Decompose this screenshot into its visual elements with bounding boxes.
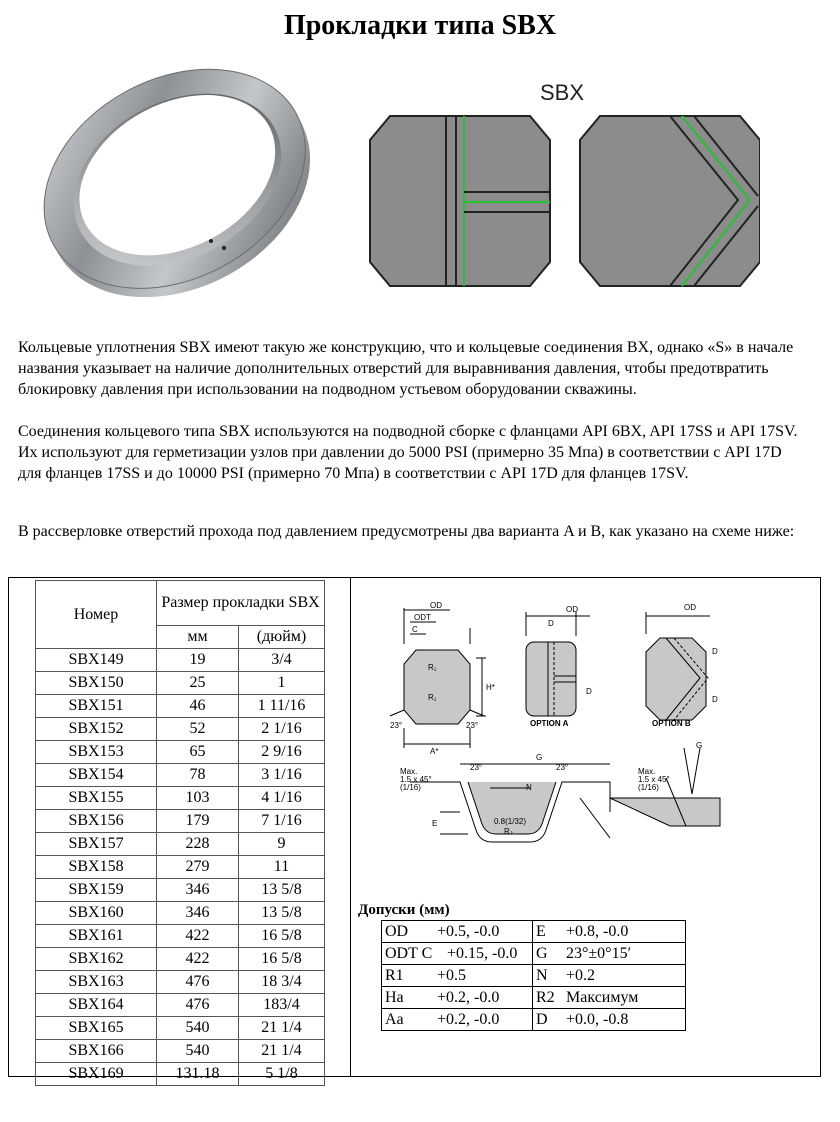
table-row [36,1017,325,1040]
sbx-cross-section-figure [360,72,760,302]
header-mm: мм [157,626,239,649]
svg-text:OD: OD [684,603,696,612]
row-mm: 476 [157,994,239,1017]
row-number: SBX157 [36,833,157,856]
tolerance-cell-right [533,965,686,987]
svg-text:OD: OD [430,601,442,610]
row-inch: 7 1/16 [239,810,325,833]
row-mm: 346 [157,879,239,902]
row-number: SBX153 [36,741,157,764]
svg-text:23°: 23° [470,763,483,772]
row-mm: 540 [157,1040,239,1063]
svg-text:Max.: Max. [400,767,418,776]
description-paragraph-1: Кольцевые уплотнения SBX имеют такую же конструкцию, что и кольцевые соединения BX, однако «S» в начале названия указывает на наличие дополнительных отверстий для выравнивания давления, чтобы предотвратить блокировку давления при использовании на подводном устьевом оборудовании скважины. [18,339,794,398]
row-inch: 1 [239,672,325,695]
table-row [36,672,325,695]
tolerance-value: +0.5, -0.0 [437,922,500,940]
svg-text:G: G [536,753,543,762]
sizes-table-body [36,649,325,1086]
svg-text:23°: 23° [466,721,479,730]
tolerance-value: 23°±0°15′ [566,944,632,962]
table-row [36,971,325,994]
row-mm: 346 [157,902,239,925]
row-inch: 21 1/4 [239,1040,325,1063]
svg-text:23°: 23° [390,721,403,730]
table-row [36,994,325,1017]
svg-text:A*: A* [430,747,439,756]
table-row [36,718,325,741]
svg-text:0.8(1/32): 0.8(1/32) [494,817,527,826]
row-number: SBX152 [36,718,157,741]
row-mm: 103 [157,787,239,810]
row-inch: 16 5/8 [239,925,325,948]
svg-text:1.5 x 45°: 1.5 x 45° [400,775,432,784]
tolerance-key: Ha [385,988,404,1006]
svg-text:C: C [412,625,418,634]
sbx-section-right [580,116,760,286]
svg-text:Max.: Max. [638,767,656,776]
tolerance-cell-right [533,943,686,965]
row-number: SBX159 [36,879,157,902]
table-row [36,764,325,787]
svg-text:R₁: R₁ [428,663,437,672]
description-paragraph-2: Соединения кольцевого типа SBX используются на подводной сборке с фланцами API 6BX, API 17SS и API 17SV. Их используют для герметизации узлов при давлении до 5000 PSI (примерно 35 Мпа) в соответствии с API 17D для фланцев 17SS и до 10000 PSI (примерно 70 Мпа) в соответствии с API 17D для фланцев 17SV. [18,423,798,482]
svg-text:OPTION B: OPTION B [652,719,691,728]
table-row [36,649,325,672]
tolerance-value: +0.2, -0.0 [437,1010,500,1028]
ring-hole [209,239,213,243]
row-mm: 65 [157,741,239,764]
svg-text:D: D [586,687,592,696]
row-inch: 3 1/16 [239,764,325,787]
tolerances-table [381,920,686,1031]
table-row [36,925,325,948]
row-inch: 21 1/4 [239,1017,325,1040]
groove-detail [610,798,720,826]
tolerance-key: OD [385,922,409,940]
tolerance-value: +0.2, -0.0 [437,988,500,1006]
frame-divider [350,577,351,1077]
row-inch: 9 [239,833,325,856]
row-inch: 13 5/8 [239,902,325,925]
sbx-diagram-label: SBX [539,80,585,105]
tolerance-row [382,965,686,987]
row-mm: 131.18 [157,1063,239,1086]
tolerance-key: N [536,966,548,984]
header-inch: (дюйм) [239,626,325,649]
row-inch: 1 11/16 [239,695,325,718]
row-number: SBX158 [36,856,157,879]
row-mm: 228 [157,833,239,856]
row-mm: 422 [157,948,239,971]
tolerance-key: D [536,1010,548,1028]
tolerance-row [382,1009,686,1031]
description-paragraph-3: В рассверловке отверстий прохода под давлением предусмотрены два варианта A и B, как указано на схеме ниже: [18,523,795,540]
tolerance-key: R1 [385,966,404,984]
sizes-table [35,580,325,1086]
row-inch: 183/4 [239,994,325,1017]
row-inch: 5 1/8 [239,1063,325,1086]
row-number: SBX154 [36,764,157,787]
row-mm: 476 [157,971,239,994]
table-row [36,741,325,764]
table-row [36,856,325,879]
row-inch: 2 1/16 [239,718,325,741]
ring-hole [222,246,226,250]
svg-text:23°: 23° [556,763,569,772]
tolerance-value: +0.5 [437,966,467,984]
table-row [36,833,325,856]
row-mm: 179 [157,810,239,833]
row-number: SBX164 [36,994,157,1017]
ring-shape [28,60,328,310]
tolerance-cell-right [533,1009,686,1031]
table-row [36,879,325,902]
header-number: Номер [36,581,157,649]
row-number: SBX149 [36,649,157,672]
row-inch: 11 [239,856,325,879]
row-number: SBX165 [36,1017,157,1040]
tolerance-row [382,987,686,1009]
page-title: Прокладки типа SBX [283,10,557,41]
tolerance-cell-left [382,965,533,987]
svg-text:N: N [526,783,532,792]
svg-text:R₁: R₁ [428,693,437,702]
table-row [36,1040,325,1063]
tolerances-table-body [382,921,686,1031]
svg-text:ODT: ODT [414,613,431,622]
tolerance-row [382,921,686,943]
svg-text:(1/16): (1/16) [400,783,421,792]
row-mm: 46 [157,695,239,718]
row-number: SBX169 [36,1063,157,1086]
ring-photo [28,60,328,310]
svg-text:D: D [712,647,718,656]
row-mm: 19 [157,649,239,672]
table-row [36,787,325,810]
row-number: SBX151 [36,695,157,718]
svg-text:(1/16): (1/16) [638,783,659,792]
tolerance-value: Максимум [566,988,639,1006]
tolerance-cell-right [533,987,686,1009]
svg-text:H*: H* [486,683,495,692]
row-number: SBX166 [36,1040,157,1063]
tolerance-key: ODT C [385,944,433,962]
svg-text:E: E [432,819,438,828]
tolerances-heading: Допуски (мм) [358,902,450,918]
table-row [36,948,325,971]
technical-drawing [370,598,730,900]
row-mm: 422 [157,925,239,948]
row-mm: 25 [157,672,239,695]
row-number: SBX150 [36,672,157,695]
tolerance-key: G [536,944,548,962]
svg-text:R₂: R₂ [504,827,513,836]
row-inch: 2 9/16 [239,741,325,764]
tolerance-key: E [536,922,546,940]
row-mm: 279 [157,856,239,879]
table-row [36,902,325,925]
svg-text:OPTION A: OPTION A [530,719,569,728]
tolerance-cell-left [382,1009,533,1031]
tolerance-cell-left [382,921,533,943]
row-inch: 3/4 [239,649,325,672]
tolerance-value: +0.8, -0.0 [566,922,629,940]
row-inch: 18 3/4 [239,971,325,994]
tolerance-value: +0.2 [566,966,596,984]
header-size: Размер прокладки SBX [157,581,325,626]
tolerance-value: +0.15, -0.0 [447,944,518,962]
row-mm: 540 [157,1017,239,1040]
tolerance-key: Aa [385,1010,404,1028]
row-number: SBX160 [36,902,157,925]
svg-text:OD: OD [566,605,578,614]
table-row [36,1063,325,1086]
row-number: SBX162 [36,948,157,971]
table-row [36,810,325,833]
row-inch: 13 5/8 [239,879,325,902]
row-number: SBX155 [36,787,157,810]
tolerance-value: +0.0, -0.8 [566,1010,629,1028]
row-mm: 78 [157,764,239,787]
svg-text:G: G [696,741,703,750]
tolerance-cell-left [382,987,533,1009]
tolerance-cell-right [533,921,686,943]
tolerance-cell-left [382,943,533,965]
option-a-shape [526,642,576,716]
svg-text:1.5 x 45°: 1.5 x 45° [638,775,670,784]
svg-text:D: D [712,695,718,704]
row-number: SBX156 [36,810,157,833]
row-number: SBX163 [36,971,157,994]
main-profile-shape [404,650,470,724]
row-inch: 4 1/16 [239,787,325,810]
svg-text:D: D [548,619,554,628]
sbx-section-left [370,116,550,286]
row-number: SBX161 [36,925,157,948]
row-inch: 16 5/8 [239,948,325,971]
tolerance-key: R2 [536,988,555,1006]
table-row [36,695,325,718]
table-header-row [36,581,325,626]
row-mm: 52 [157,718,239,741]
tolerance-row [382,943,686,965]
